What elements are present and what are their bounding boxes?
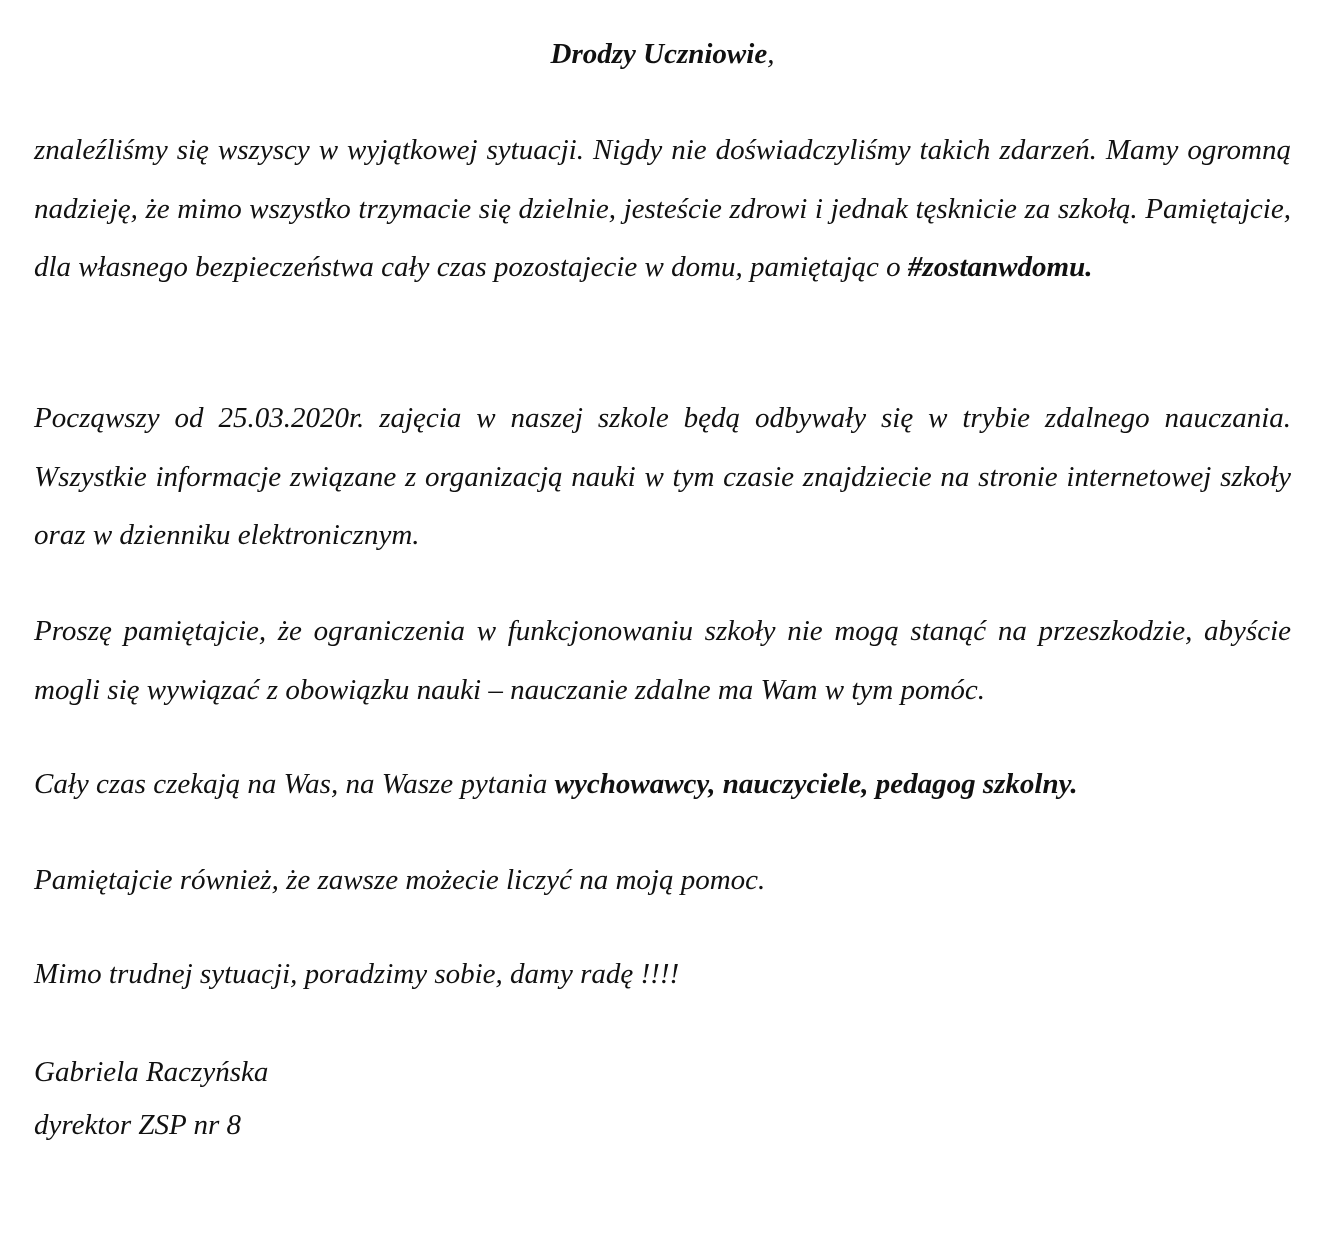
- hashtag-stay-home: #zostanwdomu.: [907, 251, 1093, 283]
- greeting-name: Drodzy Uczniowie: [550, 38, 768, 70]
- paragraph-teachers-waiting: [34, 755, 1291, 814]
- paragraph-remote-learning: Począwszy od 25.03.2020r. zajęcia w naszej szkole będą odbywały się w trybie zdalnego nauczania. Wszystkie informacje związane z organizacją nauki w tym czasie znajdziecie na stronie internetowej szkoły oraz w dzienniku elektronicznym.: [34, 402, 1291, 551]
- signature-title: dyrektor ZSP nr 8: [34, 1109, 242, 1141]
- paragraph-situation: [34, 121, 1291, 297]
- greeting-heading: [34, 30, 1291, 78]
- paragraph-obligations: Proszę pamiętajcie, że ograniczenia w funkcjonowaniu szkoły nie mogą stanąć na przeszkodzie, abyście mogli się wywiązać z obowiązku nauki – nauczanie zdalne ma Wam w tym pomóc.: [34, 615, 1291, 706]
- signature-name: Gabriela Raczyńska: [34, 1056, 269, 1088]
- paragraph-help: Pamiętajcie również, że zawsze możecie liczyć na moją pomoc.: [34, 864, 766, 896]
- signature-block: [34, 1046, 268, 1152]
- greeting-comma: ,: [767, 38, 775, 70]
- paragraph-situation-text: znaleźliśmy się wszyscy w wyjątkowej sytuacji. Nigdy nie doświadczyliśmy takich zdarzeń. Mamy ogromną nadzieję, że mimo wszystko trzymacie się dzielnie, jesteście zdrowi i jednak tęsknicie za szkołą. Pamiętajcie, dla własnego bezpieczeństwa cały czas pozostajecie w domu, pamiętając o: [34, 134, 1291, 283]
- paragraph-teachers-text: Cały czas czekają na Was, na Wasze pytania: [34, 768, 555, 800]
- teachers-list: wychowawcy, nauczyciele, pedagog szkolny.: [554, 768, 1078, 800]
- paragraph-encouragement: Mimo trudnej sytuacji, poradzimy sobie, damy radę !!!!: [34, 958, 680, 990]
